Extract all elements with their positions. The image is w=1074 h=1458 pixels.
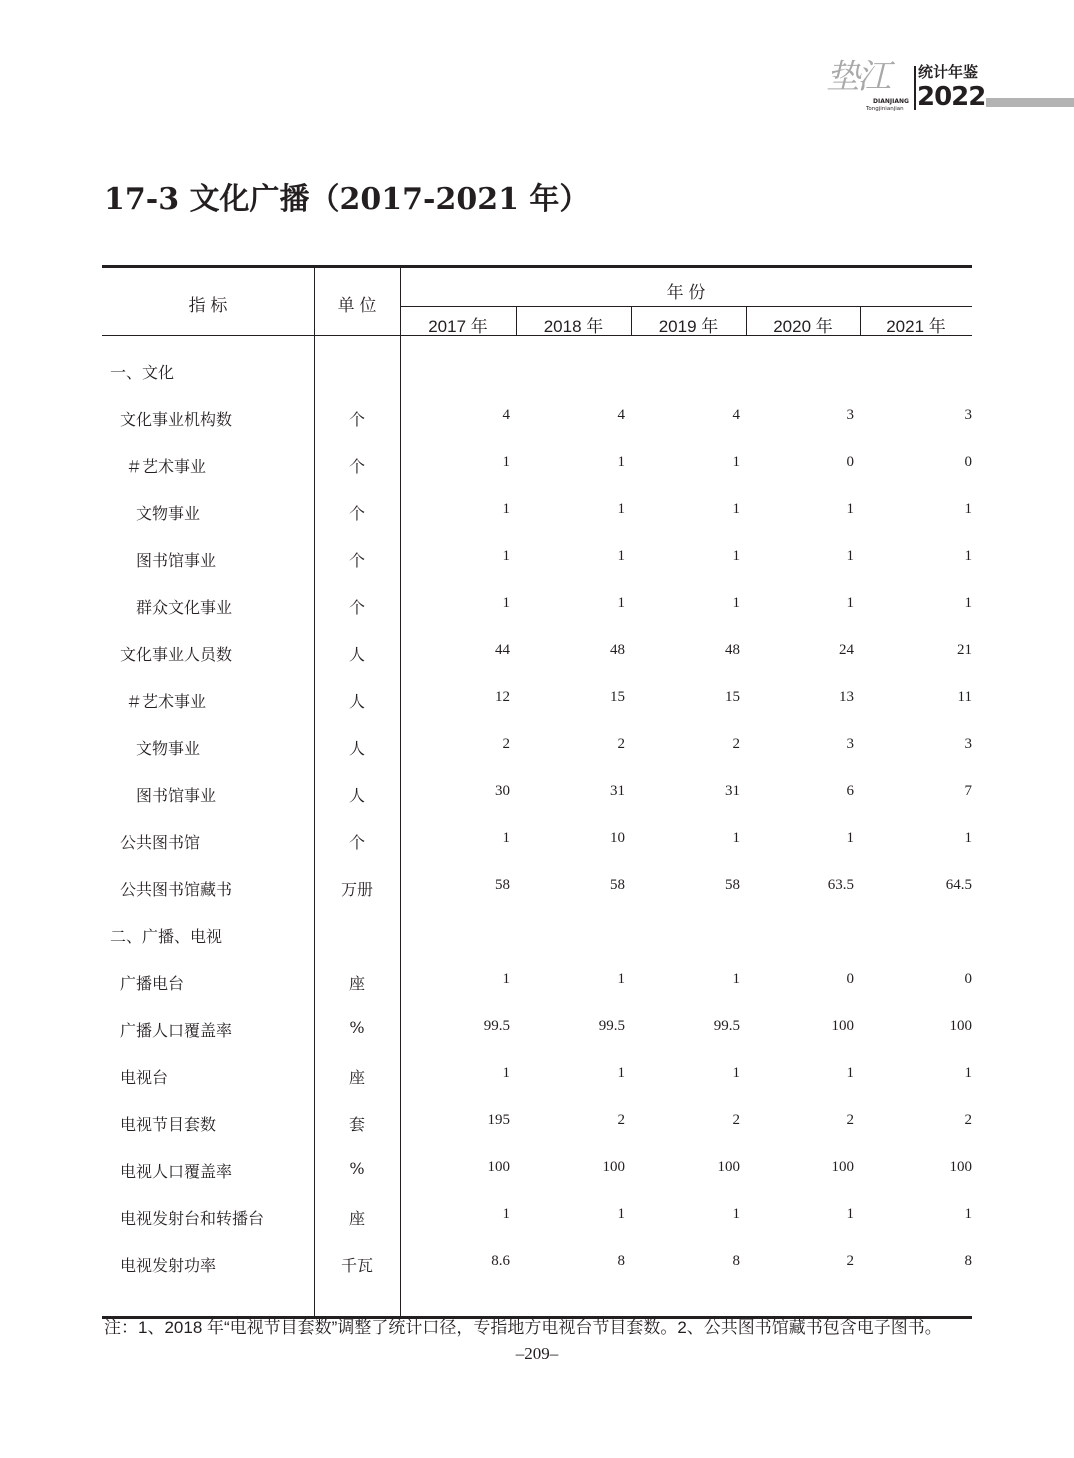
table-row — [102, 1206, 972, 1230]
row-label: 一、文化 — [110, 363, 175, 382]
row-label: ＃艺术事业 — [126, 457, 207, 476]
row-value: 15 — [725, 689, 740, 705]
header-year: 2017 年 — [428, 317, 488, 336]
row-value: 1 — [964, 595, 972, 611]
statistics-table — [102, 265, 972, 1319]
row-value: 1 — [846, 830, 854, 846]
row-label: 图书馆事业 — [136, 551, 217, 570]
row-value: 0 — [846, 971, 854, 987]
row-value: 12 — [495, 689, 510, 705]
row-value: 1 — [846, 595, 854, 611]
header-year: 2020 年 — [773, 317, 833, 336]
row-value: 1 — [502, 501, 510, 517]
row-unit: % — [349, 1018, 365, 1037]
row-value: 1 — [964, 1206, 972, 1222]
row-value: 8 — [964, 1253, 972, 1269]
header-unit: 单 位 — [337, 296, 377, 315]
table-row — [102, 501, 972, 525]
row-value: 100 — [949, 1018, 972, 1034]
row-value: 8.6 — [491, 1253, 510, 1269]
row-value: 8 — [617, 1253, 625, 1269]
row-value: 63.5 — [827, 877, 854, 893]
table-row — [102, 877, 972, 901]
row-unit: 万册 — [340, 880, 373, 899]
row-unit: 人 — [348, 739, 365, 758]
row-unit: 个 — [348, 551, 365, 570]
row-value: 99.5 — [483, 1018, 510, 1034]
table-row — [102, 689, 972, 713]
row-label: 文物事业 — [136, 739, 201, 758]
page-title: 17-3 文化广播（2017-2021 年） — [104, 182, 590, 217]
row-value: 100 — [717, 1159, 740, 1175]
row-value: 1 — [846, 501, 854, 517]
row-value: 48 — [725, 642, 740, 658]
row-value: 0 — [846, 454, 854, 470]
row-value: 1 — [617, 548, 625, 564]
table-row — [102, 1159, 972, 1183]
table-note: 注：1、2018 年“电视节目套数”调整了统计口径，专指地方电视台节目套数。2、公共图书馆藏书包含电子图书。 — [104, 1318, 942, 1337]
row-value: 100 — [602, 1159, 625, 1175]
row-value: 1 — [732, 1065, 740, 1081]
row-value: 100 — [487, 1159, 510, 1175]
page-number: –209– — [515, 1344, 559, 1363]
table-row — [102, 642, 972, 666]
header-year-group: 年 份 — [666, 283, 706, 302]
table-row — [102, 454, 972, 478]
row-value: 1 — [502, 971, 510, 987]
row-unit: 人 — [348, 786, 365, 805]
row-value: 1 — [502, 595, 510, 611]
row-unit: % — [349, 1159, 365, 1178]
row-value: 1 — [732, 548, 740, 564]
row-value: 31 — [610, 783, 625, 799]
row-value: 1 — [732, 595, 740, 611]
row-value: 1 — [732, 971, 740, 987]
row-value: 4 — [732, 407, 740, 423]
table-row — [102, 1112, 972, 1136]
table-row — [102, 783, 972, 807]
row-value: 1 — [617, 971, 625, 987]
row-value: 1 — [502, 830, 510, 846]
row-value: 2 — [846, 1253, 854, 1269]
row-value: 30 — [495, 783, 510, 799]
row-value: 0 — [964, 971, 972, 987]
row-label: 广播电台 — [120, 974, 185, 993]
table-row — [102, 1018, 972, 1042]
row-value: 21 — [957, 642, 972, 658]
row-value: 1 — [964, 830, 972, 846]
row-label: 群众文化事业 — [136, 598, 233, 617]
row-value: 195 — [487, 1112, 510, 1128]
row-label: ＃艺术事业 — [126, 692, 207, 711]
row-value: 2 — [732, 1112, 740, 1128]
row-value: 3 — [846, 407, 854, 423]
logo-pinyin-bottom: Tongjinianjian — [866, 106, 904, 112]
table-row — [102, 1253, 972, 1277]
row-label: 图书馆事业 — [136, 786, 217, 805]
row-value: 44 — [495, 642, 510, 658]
row-value: 58 — [610, 877, 625, 893]
table-row — [102, 830, 972, 854]
row-label: 文化事业人员数 — [120, 645, 233, 664]
row-value: 99.5 — [713, 1018, 740, 1034]
row-value: 11 — [957, 689, 972, 705]
row-label: 电视人口覆盖率 — [120, 1162, 233, 1181]
row-value: 6 — [846, 783, 854, 799]
row-value: 2 — [964, 1112, 972, 1128]
row-value: 1 — [964, 501, 972, 517]
row-unit: 人 — [348, 692, 365, 711]
row-label: 二、广播、电视 — [110, 927, 223, 946]
row-unit: 人 — [348, 645, 365, 664]
row-value: 1 — [964, 1065, 972, 1081]
table-row — [102, 360, 972, 384]
header-grey-bar — [986, 98, 1074, 107]
row-value: 1 — [846, 1206, 854, 1222]
row-value: 1 — [732, 454, 740, 470]
row-value: 15 — [610, 689, 625, 705]
row-value: 1 — [617, 501, 625, 517]
row-label: 电视发射功率 — [120, 1256, 217, 1275]
logo-brush-text: 垫江 — [826, 57, 888, 97]
table-row — [102, 407, 972, 431]
row-label: 公共图书馆藏书 — [120, 880, 233, 899]
logo-pinyin-top: DIANJIANG — [873, 98, 909, 105]
row-value: 99.5 — [598, 1018, 625, 1034]
row-value: 3 — [846, 736, 854, 752]
row-value: 2 — [502, 736, 510, 752]
table-row — [102, 548, 972, 572]
row-label: 公共图书馆 — [120, 833, 201, 852]
row-value: 2 — [617, 736, 625, 752]
row-unit: 个 — [348, 504, 365, 523]
logo-series: 统计年鉴 — [918, 63, 979, 81]
yearbook-logo — [826, 58, 1074, 118]
row-value: 100 — [949, 1159, 972, 1175]
year-group-divider — [400, 306, 972, 307]
row-value: 1 — [502, 454, 510, 470]
row-value: 1 — [964, 548, 972, 564]
row-value: 1 — [846, 1065, 854, 1081]
row-value: 24 — [839, 642, 854, 658]
row-value: 1 — [732, 501, 740, 517]
row-label: 广播人口覆盖率 — [120, 1021, 233, 1040]
header-year: 2018 年 — [543, 317, 604, 336]
row-value: 2 — [617, 1112, 625, 1128]
row-unit: 个 — [348, 833, 365, 852]
row-value: 1 — [502, 1206, 510, 1222]
row-value: 58 — [495, 877, 510, 893]
row-value: 4 — [502, 407, 510, 423]
row-value: 100 — [831, 1018, 854, 1034]
row-value: 1 — [617, 1065, 625, 1081]
row-unit: 千瓦 — [340, 1256, 373, 1275]
row-label: 电视节目套数 — [120, 1115, 217, 1134]
header-year: 2019 年 — [658, 317, 719, 336]
row-label: 文化事业机构数 — [120, 410, 233, 429]
row-value: 1 — [732, 1206, 740, 1222]
row-value: 1 — [617, 595, 625, 611]
row-value: 13 — [839, 689, 854, 705]
row-value: 10 — [610, 830, 625, 846]
row-label: 电视台 — [120, 1068, 169, 1087]
row-value: 100 — [831, 1159, 854, 1175]
row-value: 3 — [964, 736, 972, 752]
row-unit: 座 — [348, 974, 365, 993]
logo-divider — [914, 66, 916, 110]
header-year: 2021 年 — [886, 317, 946, 336]
table-row — [102, 1065, 972, 1089]
table-row — [102, 595, 972, 619]
row-label: 文物事业 — [136, 504, 201, 523]
table-row — [102, 971, 972, 995]
row-unit: 套 — [348, 1115, 365, 1134]
row-value: 0 — [964, 454, 972, 470]
logo-year: 2022 — [917, 82, 986, 112]
row-label: 电视发射台和转播台 — [120, 1209, 265, 1228]
row-unit: 座 — [348, 1209, 365, 1228]
row-value: 1 — [617, 1206, 625, 1222]
row-value: 1 — [732, 830, 740, 846]
row-value: 3 — [964, 407, 972, 423]
row-value: 8 — [732, 1253, 740, 1269]
row-value: 1 — [846, 548, 854, 564]
page-footer — [104, 1318, 974, 1364]
row-value: 2 — [732, 736, 740, 752]
row-value: 1 — [502, 548, 510, 564]
row-value: 1 — [502, 1065, 510, 1081]
row-value: 4 — [617, 407, 625, 423]
row-value: 7 — [964, 783, 972, 799]
row-unit: 个 — [348, 410, 365, 429]
table-row — [102, 924, 972, 948]
table-row — [102, 736, 972, 760]
row-value: 2 — [846, 1112, 854, 1128]
row-value: 48 — [610, 642, 625, 658]
row-value: 58 — [725, 877, 740, 893]
row-value: 31 — [725, 783, 740, 799]
row-unit: 个 — [348, 457, 365, 476]
header-indicator: 指 标 — [188, 296, 228, 315]
row-value: 64.5 — [945, 877, 972, 893]
row-value: 1 — [617, 454, 625, 470]
row-unit: 座 — [348, 1068, 365, 1087]
row-unit: 个 — [348, 598, 365, 617]
